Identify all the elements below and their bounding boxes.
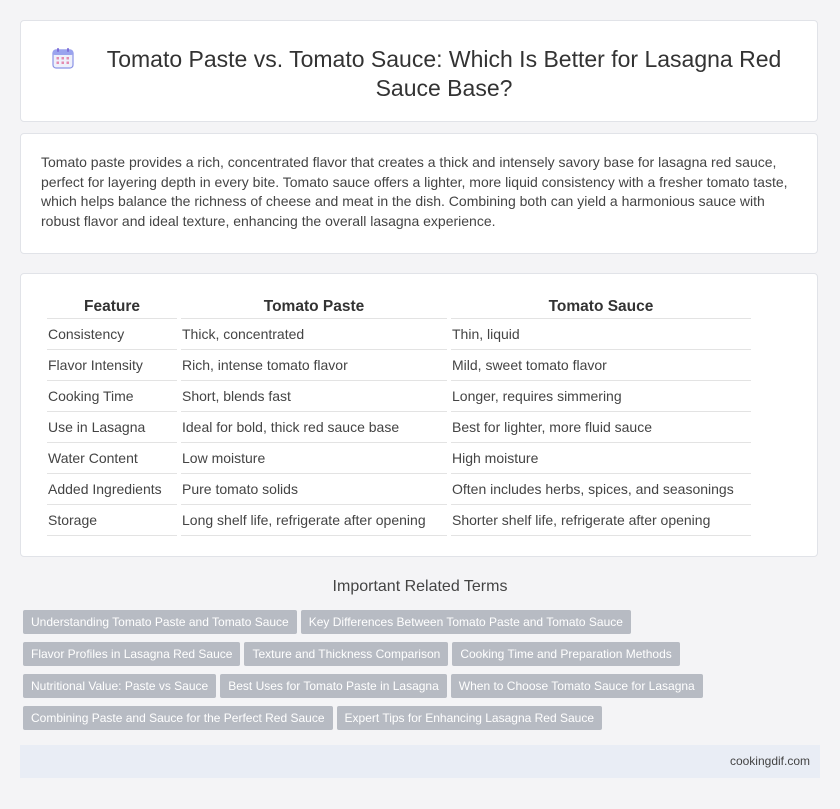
site-name[interactable]: cookingdif.com bbox=[729, 754, 810, 768]
related-term-tag[interactable]: Flavor Profiles in Lasagna Red Sauce bbox=[23, 642, 240, 666]
column-header: Tomato Paste bbox=[181, 296, 447, 319]
related-term-tag[interactable]: Key Differences Between Tomato Paste and Tomato Sauce bbox=[301, 610, 631, 634]
related-terms-list bbox=[23, 610, 823, 738]
table-row bbox=[47, 381, 751, 412]
related-term-tag[interactable]: Nutritional Value: Paste vs Sauce bbox=[23, 674, 216, 698]
table-cell: Low moisture bbox=[181, 443, 447, 474]
table-cell: High moisture bbox=[451, 443, 751, 474]
related-term-tag[interactable]: Cooking Time and Preparation Methods bbox=[452, 642, 679, 666]
comparison-table bbox=[43, 296, 755, 536]
table-cell: Shorter shelf life, refrigerate after opening bbox=[451, 505, 751, 536]
column-header: Feature bbox=[47, 296, 177, 319]
table-row bbox=[47, 474, 751, 505]
related-term-tag[interactable]: Expert Tips for Enhancing Lasagna Red Sauce bbox=[337, 706, 603, 730]
related-term-tag[interactable]: Combining Paste and Sauce for the Perfect Red Sauce bbox=[23, 706, 333, 730]
table-cell: Consistency bbox=[47, 319, 177, 350]
table-row bbox=[47, 443, 751, 474]
table-cell: Long shelf life, refrigerate after opening bbox=[181, 505, 447, 536]
table-header-row bbox=[47, 296, 751, 319]
table-cell: Short, blends fast bbox=[181, 381, 447, 412]
table-cell: Storage bbox=[47, 505, 177, 536]
related-terms-heading: Important Related Terms bbox=[332, 578, 508, 595]
related-term-tag[interactable]: Best Uses for Tomato Paste in Lasagna bbox=[220, 674, 447, 698]
calendar-icon bbox=[51, 46, 75, 70]
table-cell: Pure tomato solids bbox=[181, 474, 447, 505]
tag-row bbox=[23, 642, 823, 674]
table-cell: Water Content bbox=[47, 443, 177, 474]
table-cell: Mild, sweet tomato flavor bbox=[451, 350, 751, 381]
table-row bbox=[47, 412, 751, 443]
table-row bbox=[47, 350, 751, 381]
table-cell: Use in Lasagna bbox=[47, 412, 177, 443]
tag-row bbox=[23, 706, 823, 738]
table-cell: Thick, concentrated bbox=[181, 319, 447, 350]
comparison-card bbox=[20, 273, 818, 557]
table-cell: Flavor Intensity bbox=[47, 350, 177, 381]
title-card bbox=[20, 20, 818, 122]
table-cell: Added Ingredients bbox=[47, 474, 177, 505]
table-cell: Cooking Time bbox=[47, 381, 177, 412]
table-cell: Longer, requires simmering bbox=[451, 381, 751, 412]
table-cell: Rich, intense tomato flavor bbox=[181, 350, 447, 381]
related-term-tag[interactable]: Understanding Tomato Paste and Tomato Sauce bbox=[23, 610, 297, 634]
table-row bbox=[47, 505, 751, 536]
column-header: Tomato Sauce bbox=[451, 296, 751, 319]
related-term-tag[interactable]: When to Choose Tomato Sauce for Lasagna bbox=[451, 674, 703, 698]
intro-text: Tomato paste provides a rich, concentrated flavor that creates a thick and intensely savory base for lasagna red sauce, perfect for layering depth in every bite. Tomato sauce offers a lighter, more liquid consistency with a fresher tomato taste, which helps balance the richness of cheese and meat in the dish. Combining both can yield a harmonious sauce with robust flavor and ideal texture, enhancing the overall lasagna experience. bbox=[41, 154, 788, 229]
table-row bbox=[47, 319, 751, 350]
page-title: Tomato Paste vs. Tomato Sauce: Which Is Better for Lasagna Red Sauce Base? bbox=[106, 46, 782, 101]
table-cell: Best for lighter, more fluid sauce bbox=[451, 412, 751, 443]
table-cell: Thin, liquid bbox=[451, 319, 751, 350]
table-cell: Often includes herbs, spices, and seasonings bbox=[451, 474, 751, 505]
intro-card bbox=[20, 133, 818, 254]
footer bbox=[20, 745, 820, 778]
tag-row bbox=[23, 674, 823, 706]
tag-row bbox=[23, 610, 823, 642]
table-cell: Ideal for bold, thick red sauce base bbox=[181, 412, 447, 443]
related-term-tag[interactable]: Texture and Thickness Comparison bbox=[244, 642, 448, 666]
